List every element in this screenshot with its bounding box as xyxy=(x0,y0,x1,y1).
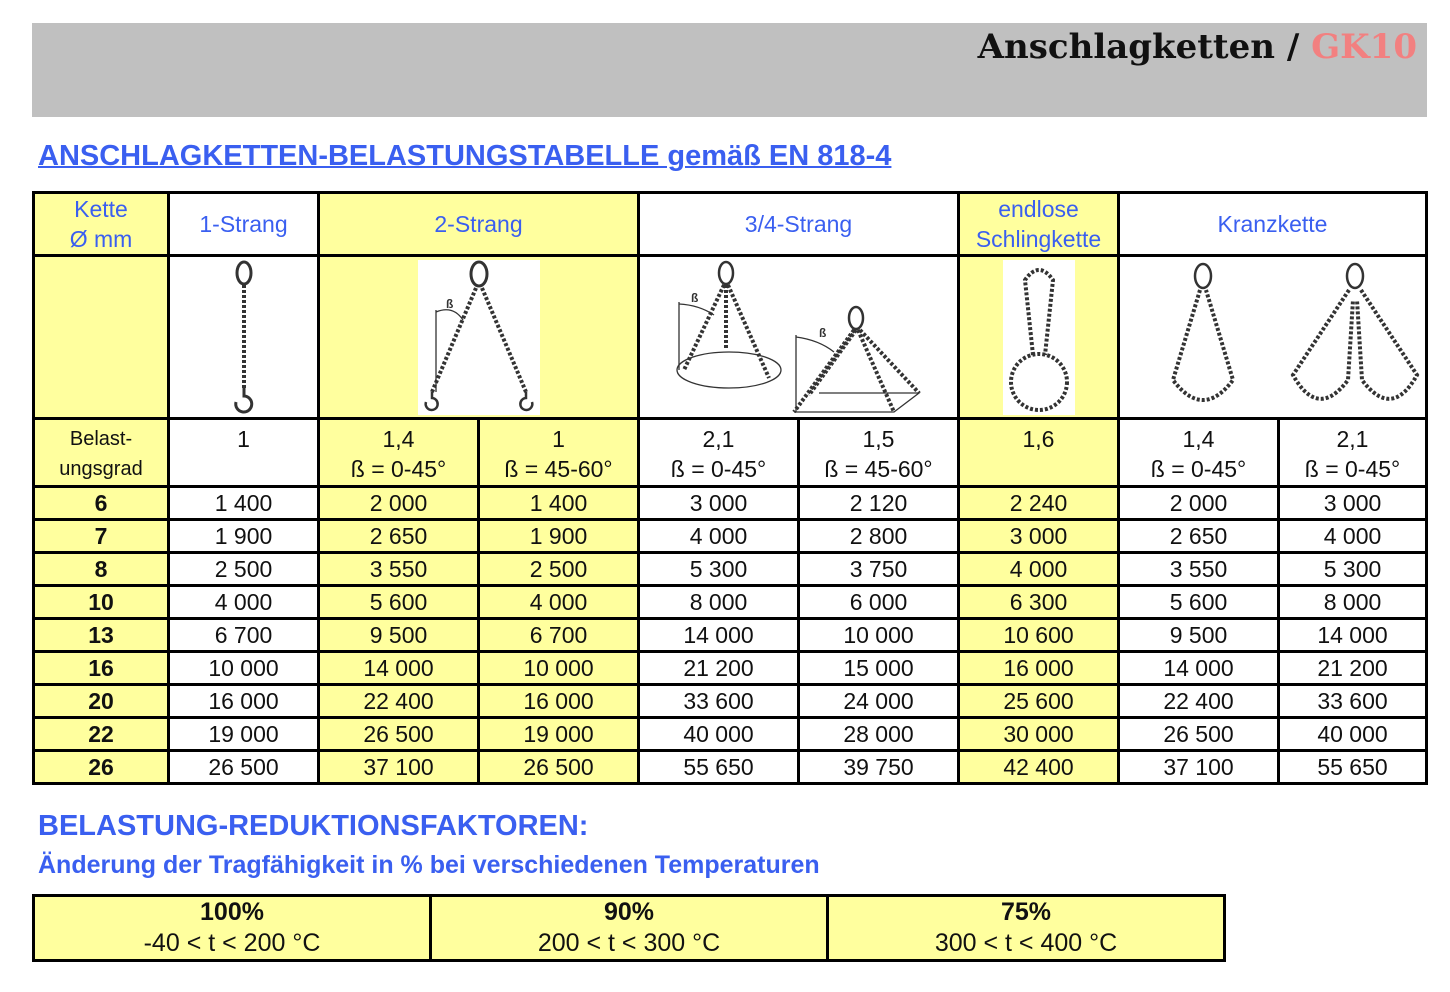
belastungsgrad-factor: 1 xyxy=(237,426,250,452)
load-value: 5 600 xyxy=(319,586,479,619)
load-value: 22 400 xyxy=(1119,685,1279,718)
temperature-range: 300 < t < 400 °C xyxy=(934,929,1118,957)
load-value: 16 000 xyxy=(169,685,319,718)
chain-diameter: 7 xyxy=(34,520,169,553)
table-row xyxy=(34,619,1427,652)
belastungsgrad-angle: ß = 0-45° xyxy=(1150,456,1247,482)
load-value: 26 500 xyxy=(169,751,319,784)
load-value: 5 300 xyxy=(1279,553,1427,586)
temperature-range: -40 < t < 200 °C xyxy=(143,929,321,957)
belastungsgrad-factor: 2,1 xyxy=(702,426,735,452)
load-value: 4 000 xyxy=(479,586,639,619)
load-value: 1 400 xyxy=(169,487,319,520)
load-value: 4 000 xyxy=(639,520,799,553)
reduction-subtitle: Änderung der Tragfähigkeit in % bei verschiedenen Temperaturen xyxy=(38,851,820,879)
load-value: 6 700 xyxy=(169,619,319,652)
load-value: 3 550 xyxy=(1119,553,1279,586)
two-leg-chain-icon xyxy=(418,260,540,415)
chain-diameter: 10 xyxy=(34,586,169,619)
load-value: 25 600 xyxy=(959,685,1119,718)
load-value: 42 400 xyxy=(959,751,1119,784)
belastungsgrad-factor: 1,5 xyxy=(862,426,895,452)
belastungsgrad-angle: ß = 45-60° xyxy=(504,456,613,482)
load-value: 16 000 xyxy=(959,652,1119,685)
load-value: 2 800 xyxy=(799,520,959,553)
temperature-cell xyxy=(34,896,431,961)
load-value: 19 000 xyxy=(479,718,639,751)
table-row xyxy=(34,718,1427,751)
illustration-kranzkette xyxy=(1119,256,1427,419)
chain-diameter: 16 xyxy=(34,652,169,685)
belastungsgrad-angle: ß = 0-45° xyxy=(670,456,767,482)
load-value: 3 750 xyxy=(799,553,959,586)
svg-text:ß: ß xyxy=(445,296,453,311)
belastungsgrad-angle: ß = 45-60° xyxy=(824,456,933,482)
chain-diameter: 13 xyxy=(34,619,169,652)
load-value: 3 000 xyxy=(959,520,1119,553)
load-value: 6 000 xyxy=(799,586,959,619)
table-row xyxy=(34,652,1427,685)
col-header-kette: Kette Ø mm xyxy=(34,193,169,256)
load-value: 2 650 xyxy=(319,520,479,553)
title-separator: / xyxy=(1275,27,1312,67)
load-value: 55 650 xyxy=(639,751,799,784)
temperature-cell xyxy=(431,896,828,961)
title-bar xyxy=(32,23,1427,117)
chain-diameter: 6 xyxy=(34,487,169,520)
load-value: 2 500 xyxy=(479,553,639,586)
belastungsgrad-cell xyxy=(319,419,479,487)
belastungsgrad-factor: 1,6 xyxy=(1022,426,1055,452)
load-value: 40 000 xyxy=(639,718,799,751)
load-value: 37 100 xyxy=(319,751,479,784)
load-value: 2 240 xyxy=(959,487,1119,520)
load-value: 15 000 xyxy=(799,652,959,685)
belastungsgrad-angle: ß = 0-45° xyxy=(1304,456,1401,482)
temperature-cell xyxy=(828,896,1225,961)
belastungsgrad-cell xyxy=(169,419,319,487)
load-value: 28 000 xyxy=(799,718,959,751)
belastungsgrad-cell xyxy=(1119,419,1279,487)
belastungsgrad-factor: 1,4 xyxy=(1182,426,1215,452)
load-value: 1 900 xyxy=(479,520,639,553)
table-heading: ANSCHLAGKETTEN-BELASTUNGSTABELLE gemäß EN 818-4 xyxy=(38,140,892,172)
load-value: 4 000 xyxy=(959,553,1119,586)
table-row xyxy=(34,487,1427,520)
page-title xyxy=(978,27,1417,67)
load-value: 14 000 xyxy=(319,652,479,685)
load-value: 3 550 xyxy=(319,553,479,586)
col-header-3-4-strang: 3/4-Strang xyxy=(639,193,959,256)
belastungsgrad-factor: 1 xyxy=(552,426,565,452)
load-value: 26 500 xyxy=(319,718,479,751)
load-value: 14 000 xyxy=(639,619,799,652)
illustration-1-strang xyxy=(169,256,319,419)
load-value: 14 000 xyxy=(1279,619,1427,652)
load-value: 10 000 xyxy=(169,652,319,685)
load-value: 2 000 xyxy=(319,487,479,520)
load-value: 55 650 xyxy=(1279,751,1427,784)
title-text: Anschlagketten xyxy=(977,27,1275,67)
ring-chain-icon xyxy=(1123,260,1423,415)
col-header-1-strang: 1-Strang xyxy=(169,193,319,256)
load-value: 8 000 xyxy=(1279,586,1427,619)
belastungsgrad-row xyxy=(34,419,1427,487)
load-value: 33 600 xyxy=(639,685,799,718)
belastungsgrad-cell xyxy=(799,419,959,487)
load-value: 3 000 xyxy=(1279,487,1427,520)
load-value: 21 200 xyxy=(639,652,799,685)
load-value: 10 600 xyxy=(959,619,1119,652)
percent: 100% xyxy=(200,898,264,926)
illustration-2-strang xyxy=(319,256,639,419)
svg-text:ß: ß xyxy=(818,325,826,340)
load-value: 1 400 xyxy=(479,487,639,520)
temperature-range: 200 < t < 300 °C xyxy=(537,929,721,957)
endless-chain-icon xyxy=(1003,260,1075,415)
temperature-table xyxy=(32,894,1226,962)
load-value: 4 000 xyxy=(1279,520,1427,553)
illustration-endlose xyxy=(959,256,1119,419)
chain-diameter: 8 xyxy=(34,553,169,586)
load-value: 30 000 xyxy=(959,718,1119,751)
load-value: 26 500 xyxy=(479,751,639,784)
load-value: 26 500 xyxy=(1119,718,1279,751)
load-value: 2 650 xyxy=(1119,520,1279,553)
load-value: 24 000 xyxy=(799,685,959,718)
table-row xyxy=(34,586,1427,619)
empty-cell xyxy=(34,256,169,419)
load-value: 1 900 xyxy=(169,520,319,553)
load-value: 2 000 xyxy=(1119,487,1279,520)
load-value: 5 300 xyxy=(639,553,799,586)
load-value: 19 000 xyxy=(169,718,319,751)
belastungsgrad-angle: ß = 0-45° xyxy=(350,456,447,482)
header-row xyxy=(34,193,1427,256)
belastungsgrad-cell xyxy=(639,419,799,487)
belastungsgrad-factor: 2,1 xyxy=(1336,426,1369,452)
belastungsgrad-cell xyxy=(959,419,1119,487)
illustration-row xyxy=(34,256,1427,419)
belastungsgrad-cell xyxy=(1279,419,1427,487)
load-value: 40 000 xyxy=(1279,718,1427,751)
illustration-3-4-strang xyxy=(639,256,959,419)
load-table xyxy=(32,191,1428,785)
load-value: 6 700 xyxy=(479,619,639,652)
load-value: 9 500 xyxy=(319,619,479,652)
load-value: 10 000 xyxy=(479,652,639,685)
load-value: 4 000 xyxy=(169,586,319,619)
belastungsgrad-label: Belast- ungsgrad xyxy=(34,419,169,487)
chain-diameter: 20 xyxy=(34,685,169,718)
load-value: 21 200 xyxy=(1279,652,1427,685)
temperature-row xyxy=(34,896,1225,961)
belastungsgrad-factor: 1,4 xyxy=(382,426,415,452)
col-header-endlose: endlose Schlingkette xyxy=(959,193,1119,256)
load-value: 3 000 xyxy=(639,487,799,520)
chain-diameter: 26 xyxy=(34,751,169,784)
load-value: 22 400 xyxy=(319,685,479,718)
load-value: 14 000 xyxy=(1119,652,1279,685)
percent: 90% xyxy=(603,898,655,926)
table-row xyxy=(34,553,1427,586)
load-value: 2 120 xyxy=(799,487,959,520)
product-code: GK10 xyxy=(1311,27,1417,67)
load-value: 10 000 xyxy=(799,619,959,652)
col-header-kranzkette: Kranzkette xyxy=(1119,193,1427,256)
table-row xyxy=(34,751,1427,784)
multi-leg-chain-icon xyxy=(669,260,929,415)
col-header-2-strang: 2-Strang xyxy=(319,193,639,256)
belastungsgrad-cell xyxy=(479,419,639,487)
load-value: 2 500 xyxy=(169,553,319,586)
chain-diameter: 22 xyxy=(34,718,169,751)
table-row xyxy=(34,685,1427,718)
single-chain-icon xyxy=(224,260,264,415)
load-value: 5 600 xyxy=(1119,586,1279,619)
load-value: 33 600 xyxy=(1279,685,1427,718)
load-value: 16 000 xyxy=(479,685,639,718)
reduction-title: BELASTUNG-REDUKTIONSFAKTOREN: xyxy=(38,810,589,842)
load-value: 8 000 xyxy=(639,586,799,619)
svg-text:ß: ß xyxy=(690,290,698,305)
load-value: 6 300 xyxy=(959,586,1119,619)
load-value: 9 500 xyxy=(1119,619,1279,652)
load-value: 37 100 xyxy=(1119,751,1279,784)
table-row xyxy=(34,520,1427,553)
load-value: 39 750 xyxy=(799,751,959,784)
percent: 75% xyxy=(1000,898,1052,926)
